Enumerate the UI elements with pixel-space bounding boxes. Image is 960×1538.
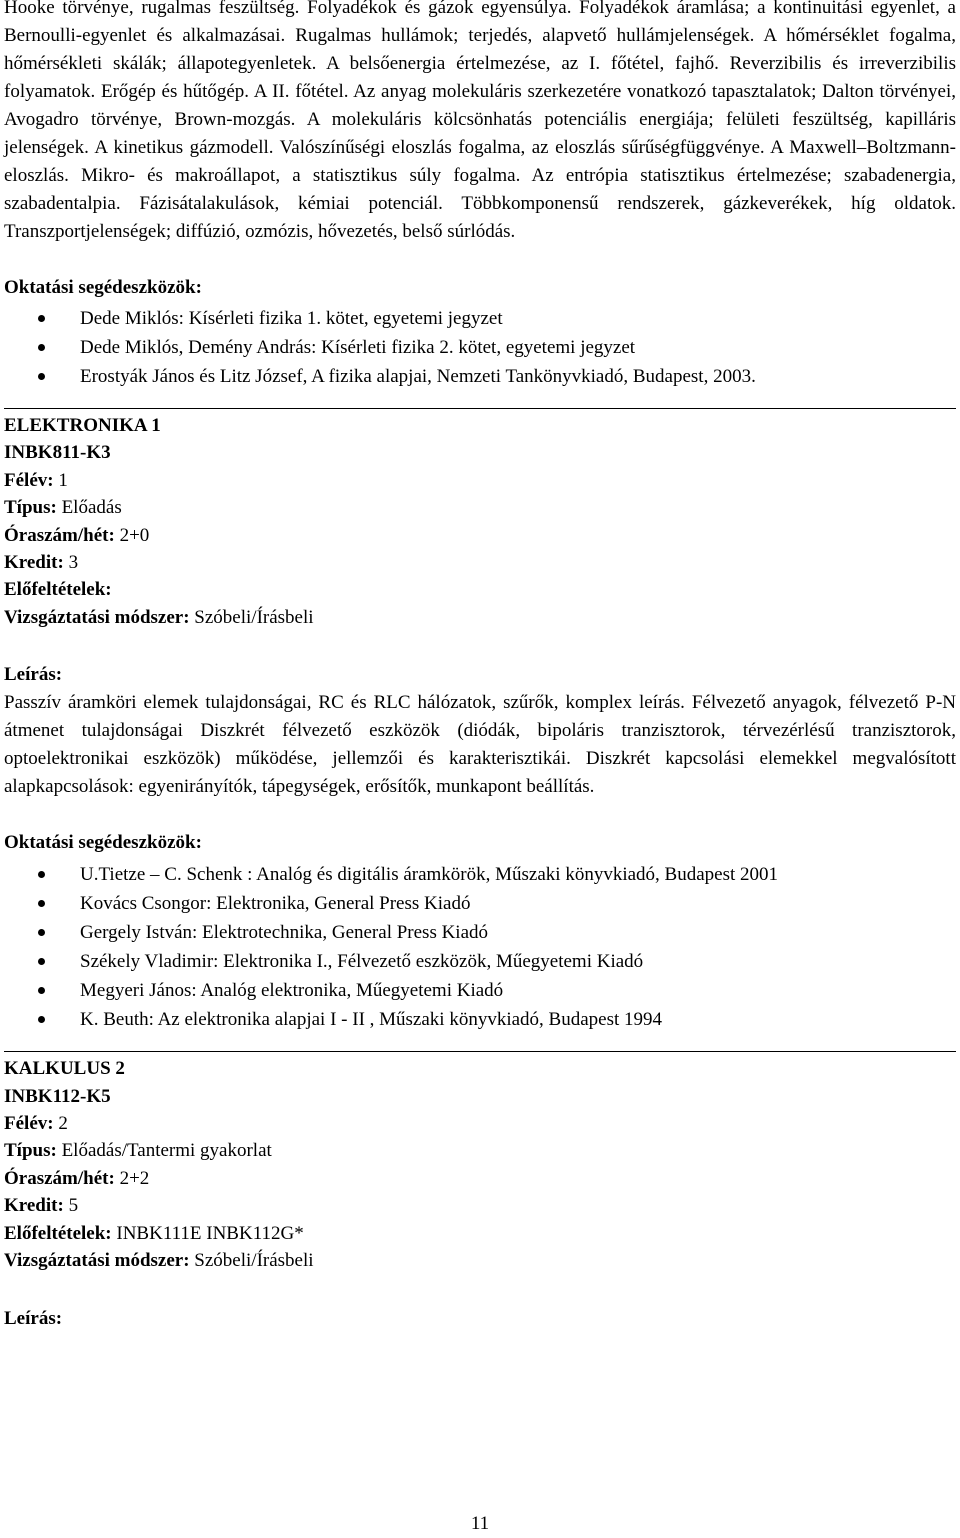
section-divider <box>4 1051 956 1052</box>
type-row: Típus: Előadás <box>4 497 122 519</box>
course-title: KALKULUS 2 <box>4 1058 125 1080</box>
prerequisites-row: Előfeltételek: <box>4 579 112 601</box>
description-text: Passzív áramköri elemek tulajdonságai, RC és RLC hálózatok, szűrők, komplex leírás. Félvezető anyagok, félvezető P-N átmenet tulajdonságai Diszkrét félvezető eszközök (diódák, bipoláris tranzisztorok, térvezérlésű tranzisztorok, optoelektronikai eszközök) működése, jellemzői és karakterisztikái. Diszkrét kapcsolási elemekkel megvalósított alapkapcsolások: egyenirányítók, tápegységek, erősítők, munkapont beállítás. <box>4 692 956 798</box>
credit-row: Kredit: 3 <box>4 552 79 574</box>
bullet-icon <box>38 929 45 936</box>
bullet-icon <box>38 871 45 878</box>
list-item: Gergely István: Elektrotechnika, General Press Kiadó <box>4 918 956 947</box>
list-item: Megyeri János: Analóg elektronika, Műegyetemi Kiadó <box>4 976 956 1005</box>
exam-method-row: Vizsgáztatási módszer: Szóbeli/Írásbeli <box>4 1250 314 1272</box>
description-heading: Leírás: <box>4 664 63 686</box>
list-item: Dede Miklós: Kísérleti fizika 1. kötet, egyetemi jegyzet <box>4 304 956 333</box>
bullet-icon <box>38 315 45 322</box>
hours-row: Óraszám/hét: 2+2 <box>4 1167 150 1189</box>
course-elektronika <box>4 412 956 1034</box>
exam-method-row: Vizsgáztatási módszer: Szóbeli/Írásbeli <box>4 606 314 628</box>
intro-tools-list <box>4 304 956 391</box>
type-row: Típus: Előadás/Tantermi gyakorlat <box>4 1140 272 1162</box>
document-page <box>4 0 956 1333</box>
bullet-icon <box>38 344 45 351</box>
list-item: Kovács Csongor: Elektronika, General Press Kiadó <box>4 889 956 918</box>
credit-row: Kredit: 5 <box>4 1195 79 1217</box>
course-code: INBK112-K5 <box>4 1085 111 1107</box>
tools-list <box>4 860 956 1034</box>
tools-heading: Oktatási segédeszközök: <box>4 832 202 854</box>
bullet-icon <box>38 373 45 380</box>
bullet-icon <box>38 1016 45 1023</box>
course-title: ELEKTRONIKA 1 <box>4 415 161 436</box>
semester-row: Félév: 2 <box>4 1113 68 1135</box>
bullet-icon <box>38 900 45 907</box>
section-divider <box>4 408 956 409</box>
course-code: INBK811-K3 <box>4 442 111 464</box>
list-item: Székely Vladimir: Elektronika I., Félvezető eszközök, Műegyetemi Kiadó <box>4 947 956 976</box>
list-item: Erostyák János és Litz József, A fizika alapjai, Nemzeti Tankönyvkiadó, Budapest, 2003. <box>4 362 956 391</box>
intro-paragraph: Hooke törvénye, rugalmas feszültség. Folyadékok és gázok egyensúlya. Folyadékok áramlása; a kontinuitási egyenlet, a Bernoulli-egyenlet és alkalmazásai. Rugalmas hullámok; terjedés, alapvető hullámjelenségek. A hőmérséklet fogalma, hőmérsékleti skálák; állapotegyenletek. A belsőenergia értelmezése, az I. főtétel, fajhő. Reverzibilis és irreverzibilis folyamatok. Erőgép és hűtőgép. A II. főtétel. Az anyag molekuláris szerkezetére vonatkozó tapasztalatok; Dalton törvényei, Avogadro törvénye, Brown-mozgás. A molekuláris kölcsönhatás potenciális energiája; felületi feszültség, kapilláris jelenségek. A kinetikus gázmodell. Valószínűségi eloszlás fogalma, az eloszlás sűrűségfüggvénye. A Maxwell–Boltzmann-eloszlás. Mikro- és makroállapot, a statisztikus súly fogalma. Az entrópia statisztikus értelmezése; szabadenergia, szabadentalpia. Fázisátalakulások, kémiai potenciál. Többkomponensű rendszerek, gázkeverékek, híg oldatok. Transzportjelenségek; diffúzió, ozmózis, hővezetés, belső súrlódás. <box>4 0 956 242</box>
prerequisites-row: Előfeltételek: INBK111E INBK112G* <box>4 1222 304 1244</box>
intro-tools-heading: Oktatási segédeszközök: <box>4 277 202 298</box>
hours-row: Óraszám/hét: 2+0 <box>4 524 150 546</box>
list-item: U.Tietze – C. Schenk : Analóg és digitális áramkörök, Műszaki könyvkiadó, Budapest 2001 <box>4 860 956 889</box>
semester-row: Félév: 1 <box>4 469 68 491</box>
course-kalkulus <box>4 1055 956 1332</box>
page-number: 11 <box>470 1513 490 1534</box>
bullet-icon <box>38 958 45 965</box>
bullet-icon <box>38 987 45 994</box>
list-item: K. Beuth: Az elektronika alapjai I - II , Műszaki könyvkiadó, Budapest 1994 <box>4 1005 956 1034</box>
list-item: Dede Miklós, Demény András: Kísérleti fizika 2. kötet, egyetemi jegyzet <box>4 333 956 362</box>
description-heading: Leírás: <box>4 1307 63 1329</box>
